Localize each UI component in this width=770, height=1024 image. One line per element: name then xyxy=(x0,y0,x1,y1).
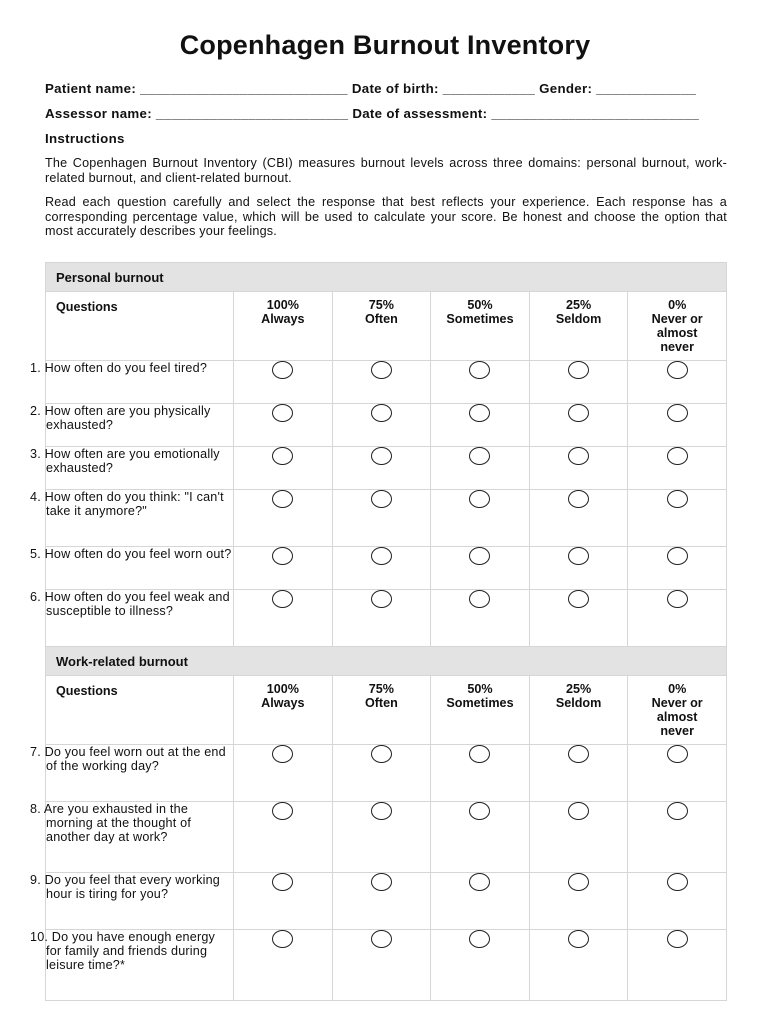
response-cell xyxy=(234,873,333,930)
response-radio-button[interactable] xyxy=(272,930,293,948)
response-cell xyxy=(431,930,530,1001)
response-cell xyxy=(234,361,333,404)
response-radio-button[interactable] xyxy=(469,930,490,948)
response-radio-button[interactable] xyxy=(568,404,589,422)
response-radio-button[interactable] xyxy=(371,930,392,948)
option-percentage: 25% xyxy=(565,682,592,696)
response-radio-button[interactable] xyxy=(568,547,589,565)
option-percentage: 25% xyxy=(565,298,592,312)
assessor-info-line xyxy=(45,106,699,121)
date-of-birth-field[interactable]: Date of birth: ____________ xyxy=(351,81,536,96)
response-cell xyxy=(431,873,530,930)
option-label: Always xyxy=(261,312,305,326)
option-column-header xyxy=(529,676,628,745)
option-column-header xyxy=(431,292,530,361)
gender-field[interactable]: Gender: _____________ xyxy=(539,81,697,96)
response-cell xyxy=(529,873,628,930)
response-radio-button[interactable] xyxy=(469,873,490,891)
response-radio-button[interactable] xyxy=(469,404,490,422)
patient-info-line xyxy=(45,81,696,96)
question-text: 4. How often do you think: "I can't take it anymore?" xyxy=(46,490,234,547)
question-text: 9. Do you feel that every working hour is tiring for you? xyxy=(46,873,234,930)
response-cell xyxy=(431,447,530,490)
response-radio-button[interactable] xyxy=(667,745,688,763)
question-text: 10. Do you have enough energy for family and friends during leisure time?* xyxy=(46,930,234,1001)
response-cell xyxy=(628,802,727,873)
response-cell xyxy=(332,930,431,1001)
option-label: Seldom xyxy=(555,312,602,326)
response-radio-button[interactable] xyxy=(371,490,392,508)
option-percentage: 50% xyxy=(467,298,493,312)
response-radio-button[interactable] xyxy=(667,873,688,891)
response-radio-button[interactable] xyxy=(568,490,589,508)
response-cell xyxy=(234,745,333,802)
instructions-paragraph-1: The Copenhagen Burnout Inventory (CBI) measures burnout levels across three domains: personal burnout, work-related burnout, and client-related burnout. xyxy=(45,156,727,185)
column-header-row xyxy=(46,292,727,361)
response-cell xyxy=(431,361,530,404)
instructions-heading: Instructions xyxy=(45,131,125,146)
response-radio-button[interactable] xyxy=(272,361,293,379)
option-column-header xyxy=(529,292,628,361)
response-cell xyxy=(529,930,628,1001)
response-cell xyxy=(628,547,727,590)
response-radio-button[interactable] xyxy=(469,447,490,465)
column-header-row xyxy=(46,676,727,745)
option-label: Sometimes xyxy=(446,696,514,710)
section-header xyxy=(46,263,727,292)
option-percentage: 50% xyxy=(467,682,493,696)
response-radio-button[interactable] xyxy=(469,802,490,820)
response-radio-button[interactable] xyxy=(371,745,392,763)
response-radio-button[interactable] xyxy=(568,745,589,763)
response-radio-button[interactable] xyxy=(371,447,392,465)
option-percentage: 0% xyxy=(668,298,687,312)
response-cell xyxy=(234,447,333,490)
question-row xyxy=(46,490,727,547)
response-cell xyxy=(431,745,530,802)
question-row xyxy=(46,447,727,490)
response-cell xyxy=(628,930,727,1001)
option-column-header xyxy=(628,292,727,361)
response-cell xyxy=(529,802,628,873)
response-cell xyxy=(431,490,530,547)
question-text: 1. How often do you feel tired? xyxy=(46,361,234,404)
response-radio-button[interactable] xyxy=(568,930,589,948)
patient-name-field[interactable]: Patient name: ___________________________ xyxy=(45,81,348,96)
response-cell xyxy=(628,745,727,802)
question-row xyxy=(46,930,727,1001)
date-of-assessment-field[interactable]: Date of assessment: ___________________________ xyxy=(352,106,700,121)
response-cell xyxy=(332,547,431,590)
question-row xyxy=(46,590,727,647)
response-radio-button[interactable] xyxy=(272,590,293,608)
response-cell xyxy=(332,590,431,647)
section-header xyxy=(46,647,727,676)
response-radio-button[interactable] xyxy=(371,802,392,820)
response-cell xyxy=(628,590,727,647)
response-cell xyxy=(529,404,628,447)
option-label: Never or almost never xyxy=(651,312,703,354)
response-cell xyxy=(332,873,431,930)
question-text: 5. How often do you feel worn out? xyxy=(46,547,234,590)
question-text: 7. Do you feel worn out at the end of the working day? xyxy=(46,745,234,802)
response-radio-button[interactable] xyxy=(568,447,589,465)
response-radio-button[interactable] xyxy=(371,590,392,608)
response-cell xyxy=(431,802,530,873)
response-radio-button[interactable] xyxy=(568,590,589,608)
response-radio-button[interactable] xyxy=(272,447,293,465)
option-percentage: 75% xyxy=(368,298,394,312)
response-radio-button[interactable] xyxy=(469,745,490,763)
response-radio-button[interactable] xyxy=(469,490,490,508)
option-percentage: 100% xyxy=(266,298,299,312)
response-radio-button[interactable] xyxy=(371,873,392,891)
response-radio-button[interactable] xyxy=(272,745,293,763)
response-cell xyxy=(332,361,431,404)
question-row xyxy=(46,404,727,447)
response-cell xyxy=(628,873,727,930)
option-column-header xyxy=(234,676,333,745)
response-radio-button[interactable] xyxy=(371,547,392,565)
response-cell xyxy=(431,590,530,647)
response-cell xyxy=(628,361,727,404)
page-title: Copenhagen Burnout Inventory xyxy=(179,30,591,60)
option-label: Often xyxy=(364,696,398,710)
question-row xyxy=(46,745,727,802)
response-cell xyxy=(332,447,431,490)
response-radio-button[interactable] xyxy=(667,447,688,465)
section-title: Personal burnout xyxy=(46,263,727,292)
response-radio-button[interactable] xyxy=(667,930,688,948)
response-radio-button[interactable] xyxy=(568,802,589,820)
response-cell xyxy=(529,447,628,490)
option-label: Often xyxy=(364,312,398,326)
response-cell xyxy=(234,930,333,1001)
option-percentage: 75% xyxy=(368,682,394,696)
response-cell xyxy=(529,361,628,404)
response-cell xyxy=(234,590,333,647)
question-row xyxy=(46,361,727,404)
section-title: Work-related burnout xyxy=(46,647,727,676)
response-cell xyxy=(628,490,727,547)
response-cell xyxy=(628,447,727,490)
response-radio-button[interactable] xyxy=(667,590,688,608)
response-radio-button[interactable] xyxy=(272,873,293,891)
response-radio-button[interactable] xyxy=(667,404,688,422)
response-cell xyxy=(529,547,628,590)
question-row xyxy=(46,802,727,873)
option-column-header xyxy=(628,676,727,745)
option-label: Seldom xyxy=(555,696,602,710)
response-radio-button[interactable] xyxy=(371,361,392,379)
response-cell xyxy=(234,404,333,447)
question-text: 8. Are you exhausted in the morning at the thought of another day at work? xyxy=(46,802,234,873)
response-cell xyxy=(529,590,628,647)
response-cell xyxy=(234,547,333,590)
response-radio-button[interactable] xyxy=(667,547,688,565)
response-radio-button[interactable] xyxy=(469,361,490,379)
response-cell xyxy=(529,490,628,547)
response-cell xyxy=(431,547,530,590)
option-column-header xyxy=(234,292,333,361)
question-text: 3. How often are you emotionally exhausted? xyxy=(46,447,234,490)
questions-column-header: Questions xyxy=(46,676,234,745)
response-cell xyxy=(529,745,628,802)
option-percentage: 100% xyxy=(266,682,299,696)
question-row xyxy=(46,873,727,930)
option-column-header xyxy=(332,292,431,361)
response-cell xyxy=(332,490,431,547)
response-radio-button[interactable] xyxy=(568,361,589,379)
response-radio-button[interactable] xyxy=(469,547,490,565)
option-label: Sometimes xyxy=(446,312,514,326)
option-column-header xyxy=(332,676,431,745)
option-label: Never or almost never xyxy=(651,696,703,738)
response-radio-button[interactable] xyxy=(667,361,688,379)
response-radio-button[interactable] xyxy=(568,873,589,891)
response-cell xyxy=(332,404,431,447)
response-radio-button[interactable] xyxy=(469,590,490,608)
option-percentage: 0% xyxy=(668,682,687,696)
questions-column-header: Questions xyxy=(46,292,234,361)
question-row xyxy=(46,547,727,590)
question-text: 2. How often are you physically exhausted? xyxy=(46,404,234,447)
option-column-header xyxy=(431,676,530,745)
response-radio-button[interactable] xyxy=(371,404,392,422)
question-text: 6. How often do you feel weak and susceptible to illness? xyxy=(46,590,234,647)
response-cell xyxy=(332,802,431,873)
response-cell xyxy=(234,490,333,547)
response-radio-button[interactable] xyxy=(272,404,293,422)
burnout-table xyxy=(30,262,727,1001)
option-label: Always xyxy=(261,696,305,710)
assessor-name-field[interactable]: Assessor name: _________________________ xyxy=(45,106,349,121)
response-cell xyxy=(234,802,333,873)
response-cell xyxy=(332,745,431,802)
response-radio-button[interactable] xyxy=(667,490,688,508)
response-radio-button[interactable] xyxy=(272,490,293,508)
response-radio-button[interactable] xyxy=(272,547,293,565)
response-radio-button[interactable] xyxy=(272,802,293,820)
response-radio-button[interactable] xyxy=(667,802,688,820)
instructions-paragraph-2: Read each question carefully and select the response that best reflects your experience. Each response has a corresponding percentage value, which will be used to calculate your score. Be honest and choose the option that most accurately describes your feelings. xyxy=(45,195,727,238)
response-cell xyxy=(628,404,727,447)
response-cell xyxy=(431,404,530,447)
